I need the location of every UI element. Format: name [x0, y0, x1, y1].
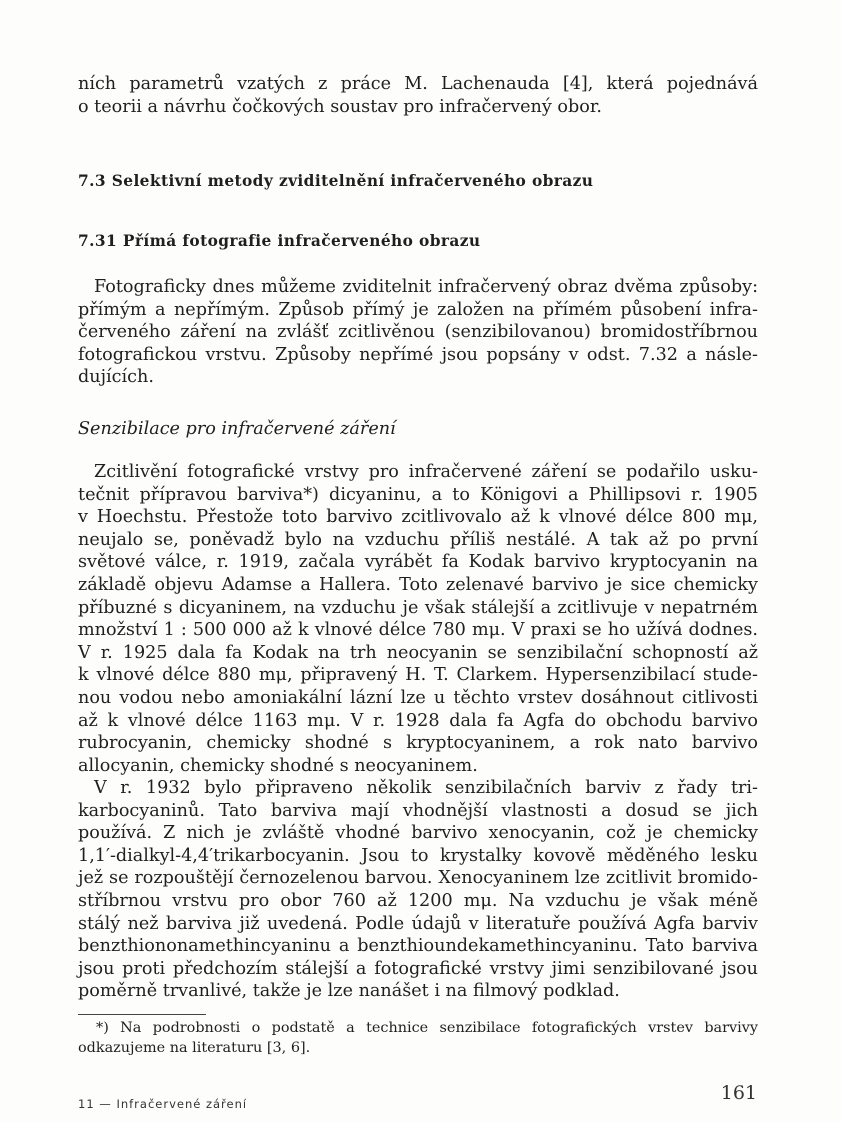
text-line: Fotograficky dnes můžeme zviditelnit infračervený obraz dvěma způsoby:: [94, 277, 758, 297]
text-line: 1,1′-dialkyl-4,4′trikarbocyanin. Jsou to krystalky kovově měděného lesku: [78, 845, 758, 866]
footnote-rule: [78, 1014, 206, 1015]
subsection-heading-block: [78, 232, 758, 250]
subsection-heading: 7.31 Přímá fotografie infračerveného obrazu: [78, 232, 481, 250]
text-line: dujících.: [78, 367, 154, 388]
italic-heading-block: [78, 419, 758, 439]
text-line: nou vodou nebo amoniakální lázní lze u těchto vrstev dosáhnout citlivosti: [78, 687, 758, 708]
text-line: rubrocyanin, chemicky shodné s kryptocyaninem, a rok nato barvivo: [78, 733, 758, 754]
text-line: až k vlnové délce 1163 mμ. V r. 1928 dala fa Agfa do obchodu barvivo: [78, 710, 758, 731]
text-line: v Hoechstu. Přestože toto barvivo zcitlivovalo až k vlnové délce 800 mμ,: [78, 507, 758, 528]
paragraph-2: [78, 461, 758, 777]
text-line: jsou proti předchozím stálejší a fotografické vrstvy jimi senzibilované jsou: [78, 958, 758, 979]
text-line: tečnit přípravou barviva*) dicyaninu, a to Königovi a Phillipsovi r. 1905: [78, 484, 758, 505]
paragraph-1: [78, 276, 758, 389]
text-line: základě objevu Adamse a Hallera. Toto zelenavé barvivo je sice chemicky: [78, 574, 758, 595]
text-line: V r. 1925 dala fa Kodak na trh neocyanin se senzibilační schopností až: [78, 642, 758, 663]
text-line: Zcitlivění fotografické vrstvy pro infračervené záření se podařilo usku-: [94, 462, 758, 482]
text-line: příbuzné s dicyaninem, na vzduchu je však stálejší a zcitlivuje v nepatrném: [78, 597, 758, 618]
section-heading: 7.3 Selektivní metody zviditelnění infračerveného obrazu: [78, 172, 594, 190]
text-line: používá. Z nich je zvláště vhodné barvivo xenocyanin, což je chemicky: [78, 823, 758, 844]
text-line: stálý než barviva již uvedená. Podle údajů v literatuře používá Agfa barviv: [78, 913, 758, 934]
text-line: o teorii a návrhu čočkových soustav pro infračervený obor.: [78, 96, 602, 117]
text-line: neujalo se, poněvadž bylo na vzduchu příliš nestálé. A tak až po první: [78, 529, 758, 550]
section-heading-block: [78, 172, 758, 190]
running-footer: 11 — Infračervené záření: [78, 1097, 248, 1111]
text-line: světové válce, r. 1919, začala vyrábět fa Kodak barvivo kryptocyanin na: [78, 552, 758, 573]
text-line: přímým a nepřímým. Způsob přímý je založen na přímém působení infra-: [78, 299, 758, 320]
text-line: V r. 1932 bylo připraveno několik senzibilačních barviv z řady tri-: [94, 778, 758, 798]
text-line: poměrně trvanlivé, takže je lze nanášet i na filmový podklad.: [78, 981, 620, 1002]
text-line: stříbrnou vrstvu pro obor 760 až 1200 mμ. Na vzduchu je však méně: [78, 890, 758, 911]
text-line: allocyanin, chemicky shodné s neocyaninem.: [78, 755, 478, 776]
text-line: fotografickou vrstvu. Způsoby nepřímé jsou popsány v odst. 7.32 a násle-: [78, 344, 758, 365]
intro-paragraph: [78, 73, 758, 118]
footnote-line: *) Na podrobnosti o podstatě a technice senzibilace fotografických vrstev barvivy: [96, 1020, 758, 1036]
text-line: ních parametrů vzatých z práce M. Lachenauda [4], která pojednává: [78, 74, 758, 94]
paragraph-3: [78, 777, 758, 1003]
text-line: karbocyaninů. Tato barviva mají vhodnější vlastnosti a dosud se jich: [78, 800, 758, 821]
text-line: množství 1 : 500 000 až k vlnové délce 780 mμ. V praxi se ho užívá dodnes.: [78, 620, 758, 641]
page-number: 161: [720, 1082, 757, 1104]
text-line: k vlnové délce 880 mμ, připravený H. T. Clarkem. Hypersenzibilací stude-: [78, 665, 758, 686]
footnote: [78, 1018, 758, 1058]
italic-heading: Senzibilace pro infračervené záření: [78, 419, 396, 439]
text-line: jež se rozpouštějí černozelenou barvou. Xenocyaninem lze zcitlivit bromido-: [78, 868, 758, 889]
text-line: benzthiononamethincyaninu a benzthioundekamethincyaninu. Tato barviva: [78, 936, 758, 957]
text-line: červeného záření na zvlášť zcitlivěnou (senzibilovanou) bromidostříbrnou: [78, 322, 758, 343]
footnote-line: odkazujeme na literaturu [3, 6].: [78, 1040, 311, 1056]
